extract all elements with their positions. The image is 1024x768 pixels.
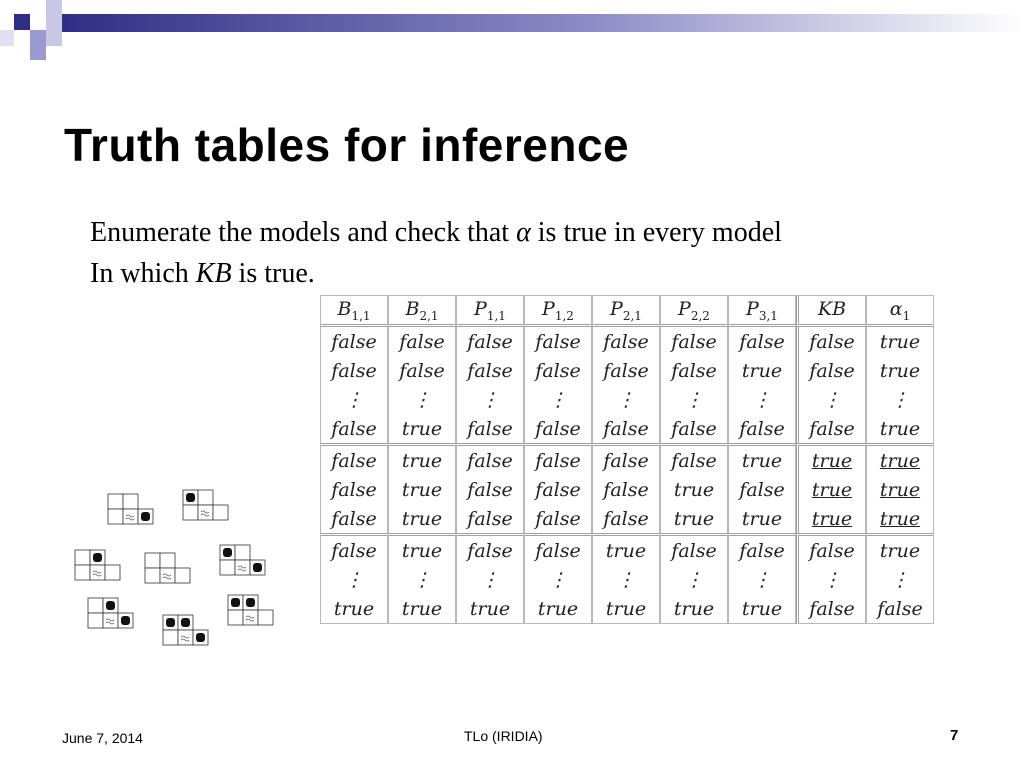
world-cell <box>198 490 213 505</box>
header-p12 <box>524 295 592 327</box>
world-cell <box>123 494 138 509</box>
table-cell: false <box>524 443 592 475</box>
table-cell: true <box>388 533 456 565</box>
body-line-1 <box>90 212 970 253</box>
body-text-segment: Enumerate the models and check that <box>90 217 517 248</box>
table-row <box>320 356 934 385</box>
table-row <box>320 443 934 475</box>
footer-author: TLo (IRIDIA) <box>464 728 543 744</box>
header-sub: 2,1 <box>419 308 439 323</box>
table-row <box>320 385 934 414</box>
table-cell: false <box>796 594 866 624</box>
header-sub: 1,2 <box>554 308 574 323</box>
pit-icon <box>166 618 175 627</box>
table-row <box>320 565 934 594</box>
world-cell <box>228 610 243 625</box>
table-cell: true <box>660 504 728 533</box>
world-cell <box>108 509 123 524</box>
header-sub: 1,1 <box>486 308 506 323</box>
table-cell: ⋮ <box>592 565 660 594</box>
table-cell: ⋮ <box>866 565 934 594</box>
table-cell: false <box>660 533 728 565</box>
pit-icon <box>246 598 255 607</box>
table-cell: true <box>796 443 866 475</box>
table-cell: true <box>660 475 728 504</box>
pit-icon <box>93 553 102 562</box>
table-cell: false <box>320 327 388 356</box>
table-cell: false <box>796 414 866 443</box>
table-cell: true <box>728 443 796 475</box>
body-text-segment: is true in every model <box>530 217 782 248</box>
table-cell: ⋮ <box>524 565 592 594</box>
table-cell: false <box>660 356 728 385</box>
table-cell: ⋮ <box>592 385 660 414</box>
table-cell: false <box>592 504 660 533</box>
table-cell: false <box>592 327 660 356</box>
body-text-segment: is true. <box>231 258 315 289</box>
world-cell <box>75 550 90 565</box>
table-cell: ⋮ <box>524 385 592 414</box>
table-cell: false <box>796 327 866 356</box>
table-cell: ⋮ <box>456 385 524 414</box>
pit-icon <box>186 493 195 502</box>
kb-symbol: KB <box>195 258 232 289</box>
table-cell: true <box>388 504 456 533</box>
header-p21 <box>592 295 660 327</box>
body-line-2 <box>90 253 970 294</box>
table-cell: false <box>456 504 524 533</box>
world-cell <box>88 598 103 613</box>
table-cell: ⋮ <box>796 565 866 594</box>
table-cell: false <box>592 414 660 443</box>
table-cell: true <box>866 443 934 475</box>
table-cell: false <box>388 356 456 385</box>
table-cell: false <box>456 475 524 504</box>
table-cell: ⋮ <box>660 385 728 414</box>
header-decoration <box>0 0 1024 62</box>
table-row <box>320 594 934 624</box>
table-cell: false <box>320 533 388 565</box>
world-cell <box>105 565 120 580</box>
table-cell: true <box>728 356 796 385</box>
table-cell: false <box>456 356 524 385</box>
pit-icon <box>106 601 115 610</box>
slide-title: Truth tables for inference <box>64 119 630 171</box>
header-b21 <box>388 295 456 327</box>
table-cell: false <box>320 443 388 475</box>
table-row <box>320 327 934 356</box>
table-cell: true <box>320 594 388 624</box>
table-cell: true <box>456 594 524 624</box>
table-cell: ⋮ <box>388 565 456 594</box>
header-base: P <box>474 297 487 320</box>
table-cell: ⋮ <box>388 385 456 414</box>
pit-icon <box>231 598 240 607</box>
footer-date: June 7, 2014 <box>62 730 143 746</box>
table-cell: false <box>524 327 592 356</box>
truth-table-body <box>320 327 934 624</box>
table-cell: false <box>320 504 388 533</box>
table-cell: false <box>660 414 728 443</box>
table-row <box>320 533 934 565</box>
header-base: B <box>337 297 352 320</box>
header-base: KB <box>817 297 847 320</box>
world-cell <box>75 565 90 580</box>
table-cell: false <box>320 475 388 504</box>
header-base: P <box>746 297 759 320</box>
header-b11 <box>320 295 388 327</box>
pit-icon <box>223 548 232 557</box>
table-cell: false <box>524 533 592 565</box>
world-cell <box>258 610 273 625</box>
table-row <box>320 475 934 504</box>
table-cell: true <box>866 356 934 385</box>
table-row <box>320 414 934 443</box>
table-cell: false <box>320 414 388 443</box>
pit-icon <box>196 633 205 642</box>
table-cell: true <box>728 594 796 624</box>
truth-table <box>320 295 934 624</box>
table-cell: true <box>796 504 866 533</box>
table-cell: false <box>320 356 388 385</box>
header-base: P <box>542 297 555 320</box>
page-number: 7 <box>950 727 959 744</box>
world-cell <box>108 494 123 509</box>
header-sub: 3,1 <box>758 308 778 323</box>
table-cell: true <box>866 504 934 533</box>
header-p31 <box>728 295 796 327</box>
table-cell: false <box>524 504 592 533</box>
table-cell: false <box>524 414 592 443</box>
header-kb <box>796 295 866 327</box>
table-cell: false <box>456 327 524 356</box>
alpha-symbol: α <box>516 217 531 248</box>
table-cell: ⋮ <box>320 385 388 414</box>
table-cell: false <box>728 475 796 504</box>
pit-icon <box>253 563 262 572</box>
table-cell: false <box>796 356 866 385</box>
world-cell <box>88 613 103 628</box>
header-p22 <box>660 295 728 327</box>
table-cell: true <box>866 414 934 443</box>
table-cell: true <box>388 414 456 443</box>
world-cell <box>175 568 190 583</box>
header-p11 <box>456 295 524 327</box>
table-cell: false <box>456 414 524 443</box>
world-cell <box>183 505 198 520</box>
world-cell <box>220 560 235 575</box>
table-cell: true <box>388 475 456 504</box>
world-cell <box>145 568 160 583</box>
header-alpha1 <box>866 295 934 327</box>
pit-icon <box>141 512 150 521</box>
table-cell: false <box>592 443 660 475</box>
table-cell: true <box>388 443 456 475</box>
table-cell: false <box>660 443 728 475</box>
table-cell: false <box>796 533 866 565</box>
world-cell <box>145 553 160 568</box>
header-sub: 1,1 <box>351 308 371 323</box>
world-cell <box>160 553 175 568</box>
table-cell: false <box>660 327 728 356</box>
header-base: P <box>678 297 691 320</box>
table-cell: false <box>456 443 524 475</box>
header-sub: 1 <box>902 308 911 323</box>
table-cell: false <box>728 327 796 356</box>
header-sub: 2,1 <box>622 308 642 323</box>
pit-icon <box>121 616 130 625</box>
table-row <box>320 504 934 533</box>
table-cell: true <box>866 533 934 565</box>
table-cell: false <box>388 327 456 356</box>
table-cell: ⋮ <box>456 565 524 594</box>
wumpus-world-models <box>70 480 285 655</box>
table-cell: false <box>728 533 796 565</box>
header-base: P <box>610 297 623 320</box>
table-cell: ⋮ <box>728 565 796 594</box>
table-cell: ⋮ <box>660 565 728 594</box>
table-cell: true <box>796 475 866 504</box>
truth-table-header-row <box>320 295 934 327</box>
table-cell: false <box>524 475 592 504</box>
table-cell: ⋮ <box>320 565 388 594</box>
table-cell: true <box>388 594 456 624</box>
world-cell <box>163 630 178 645</box>
world-cell <box>235 545 250 560</box>
table-cell: true <box>728 504 796 533</box>
table-cell: true <box>866 475 934 504</box>
table-cell: true <box>592 594 660 624</box>
header-base: α <box>889 297 903 320</box>
table-cell: true <box>592 533 660 565</box>
table-cell: false <box>456 533 524 565</box>
slide-body <box>90 212 970 294</box>
body-text-segment: In which <box>90 258 196 289</box>
table-cell: false <box>866 594 934 624</box>
table-cell: ⋮ <box>728 385 796 414</box>
header-sub: 2,2 <box>690 308 710 323</box>
table-cell: true <box>524 594 592 624</box>
world-model-group <box>75 490 273 645</box>
table-cell: false <box>728 414 796 443</box>
table-cell: true <box>866 327 934 356</box>
pit-icon <box>181 618 190 627</box>
table-cell: false <box>592 356 660 385</box>
table-cell: true <box>660 594 728 624</box>
table-cell: ⋮ <box>866 385 934 414</box>
world-cell <box>213 505 228 520</box>
table-cell: false <box>524 356 592 385</box>
header-base: B <box>405 297 420 320</box>
table-cell: false <box>592 475 660 504</box>
table-cell: ⋮ <box>796 385 866 414</box>
